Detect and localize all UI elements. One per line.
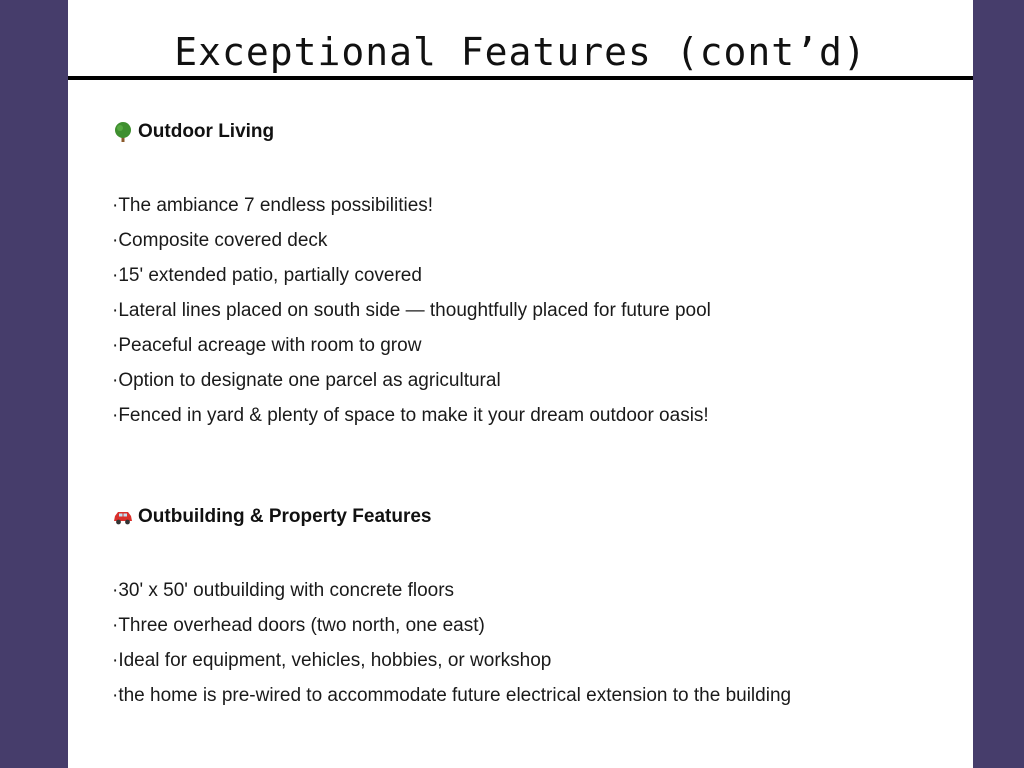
outdoor-living-section [112,118,952,433]
slide-page [68,0,973,768]
list-item: ·Option to designate one parcel as agricultural [112,370,501,391]
list-item: ·Fenced in yard & plenty of space to make it your dream outdoor oasis! [112,405,709,426]
list-item: ·15' extended patio, partially covered [112,265,422,286]
section-heading [112,503,952,531]
bullet-list [112,573,952,713]
list-item: ·Lateral lines placed on south side — thoughtfully placed for future pool [112,300,711,321]
bullet-list [112,188,952,433]
list-item: ·the home is pre-wired to accommodate future electrical extension to the building [112,685,792,706]
list-item: ·The ambiance 7 endless possibilities! [112,195,434,216]
tree-icon [112,121,134,143]
section-heading [112,118,952,146]
section-heading-text: Outdoor Living [138,121,275,142]
car-icon [112,506,134,528]
list-item: ·30' x 50' outbuilding with concrete floors [112,580,455,601]
list-item: ·Ideal for equipment, vehicles, hobbies, or workshop [112,650,552,671]
section-heading-text: Outbuilding & Property Features [138,506,432,527]
list-item: ·Peaceful acreage with room to grow [112,335,422,356]
title-divider [68,76,973,80]
list-item: ·Three overhead doors (two north, one east) [112,615,485,636]
list-item: ·Composite covered deck [112,230,328,251]
slide-title: Exceptional Features (cont’d) [174,30,867,74]
outbuilding-section [112,503,952,713]
